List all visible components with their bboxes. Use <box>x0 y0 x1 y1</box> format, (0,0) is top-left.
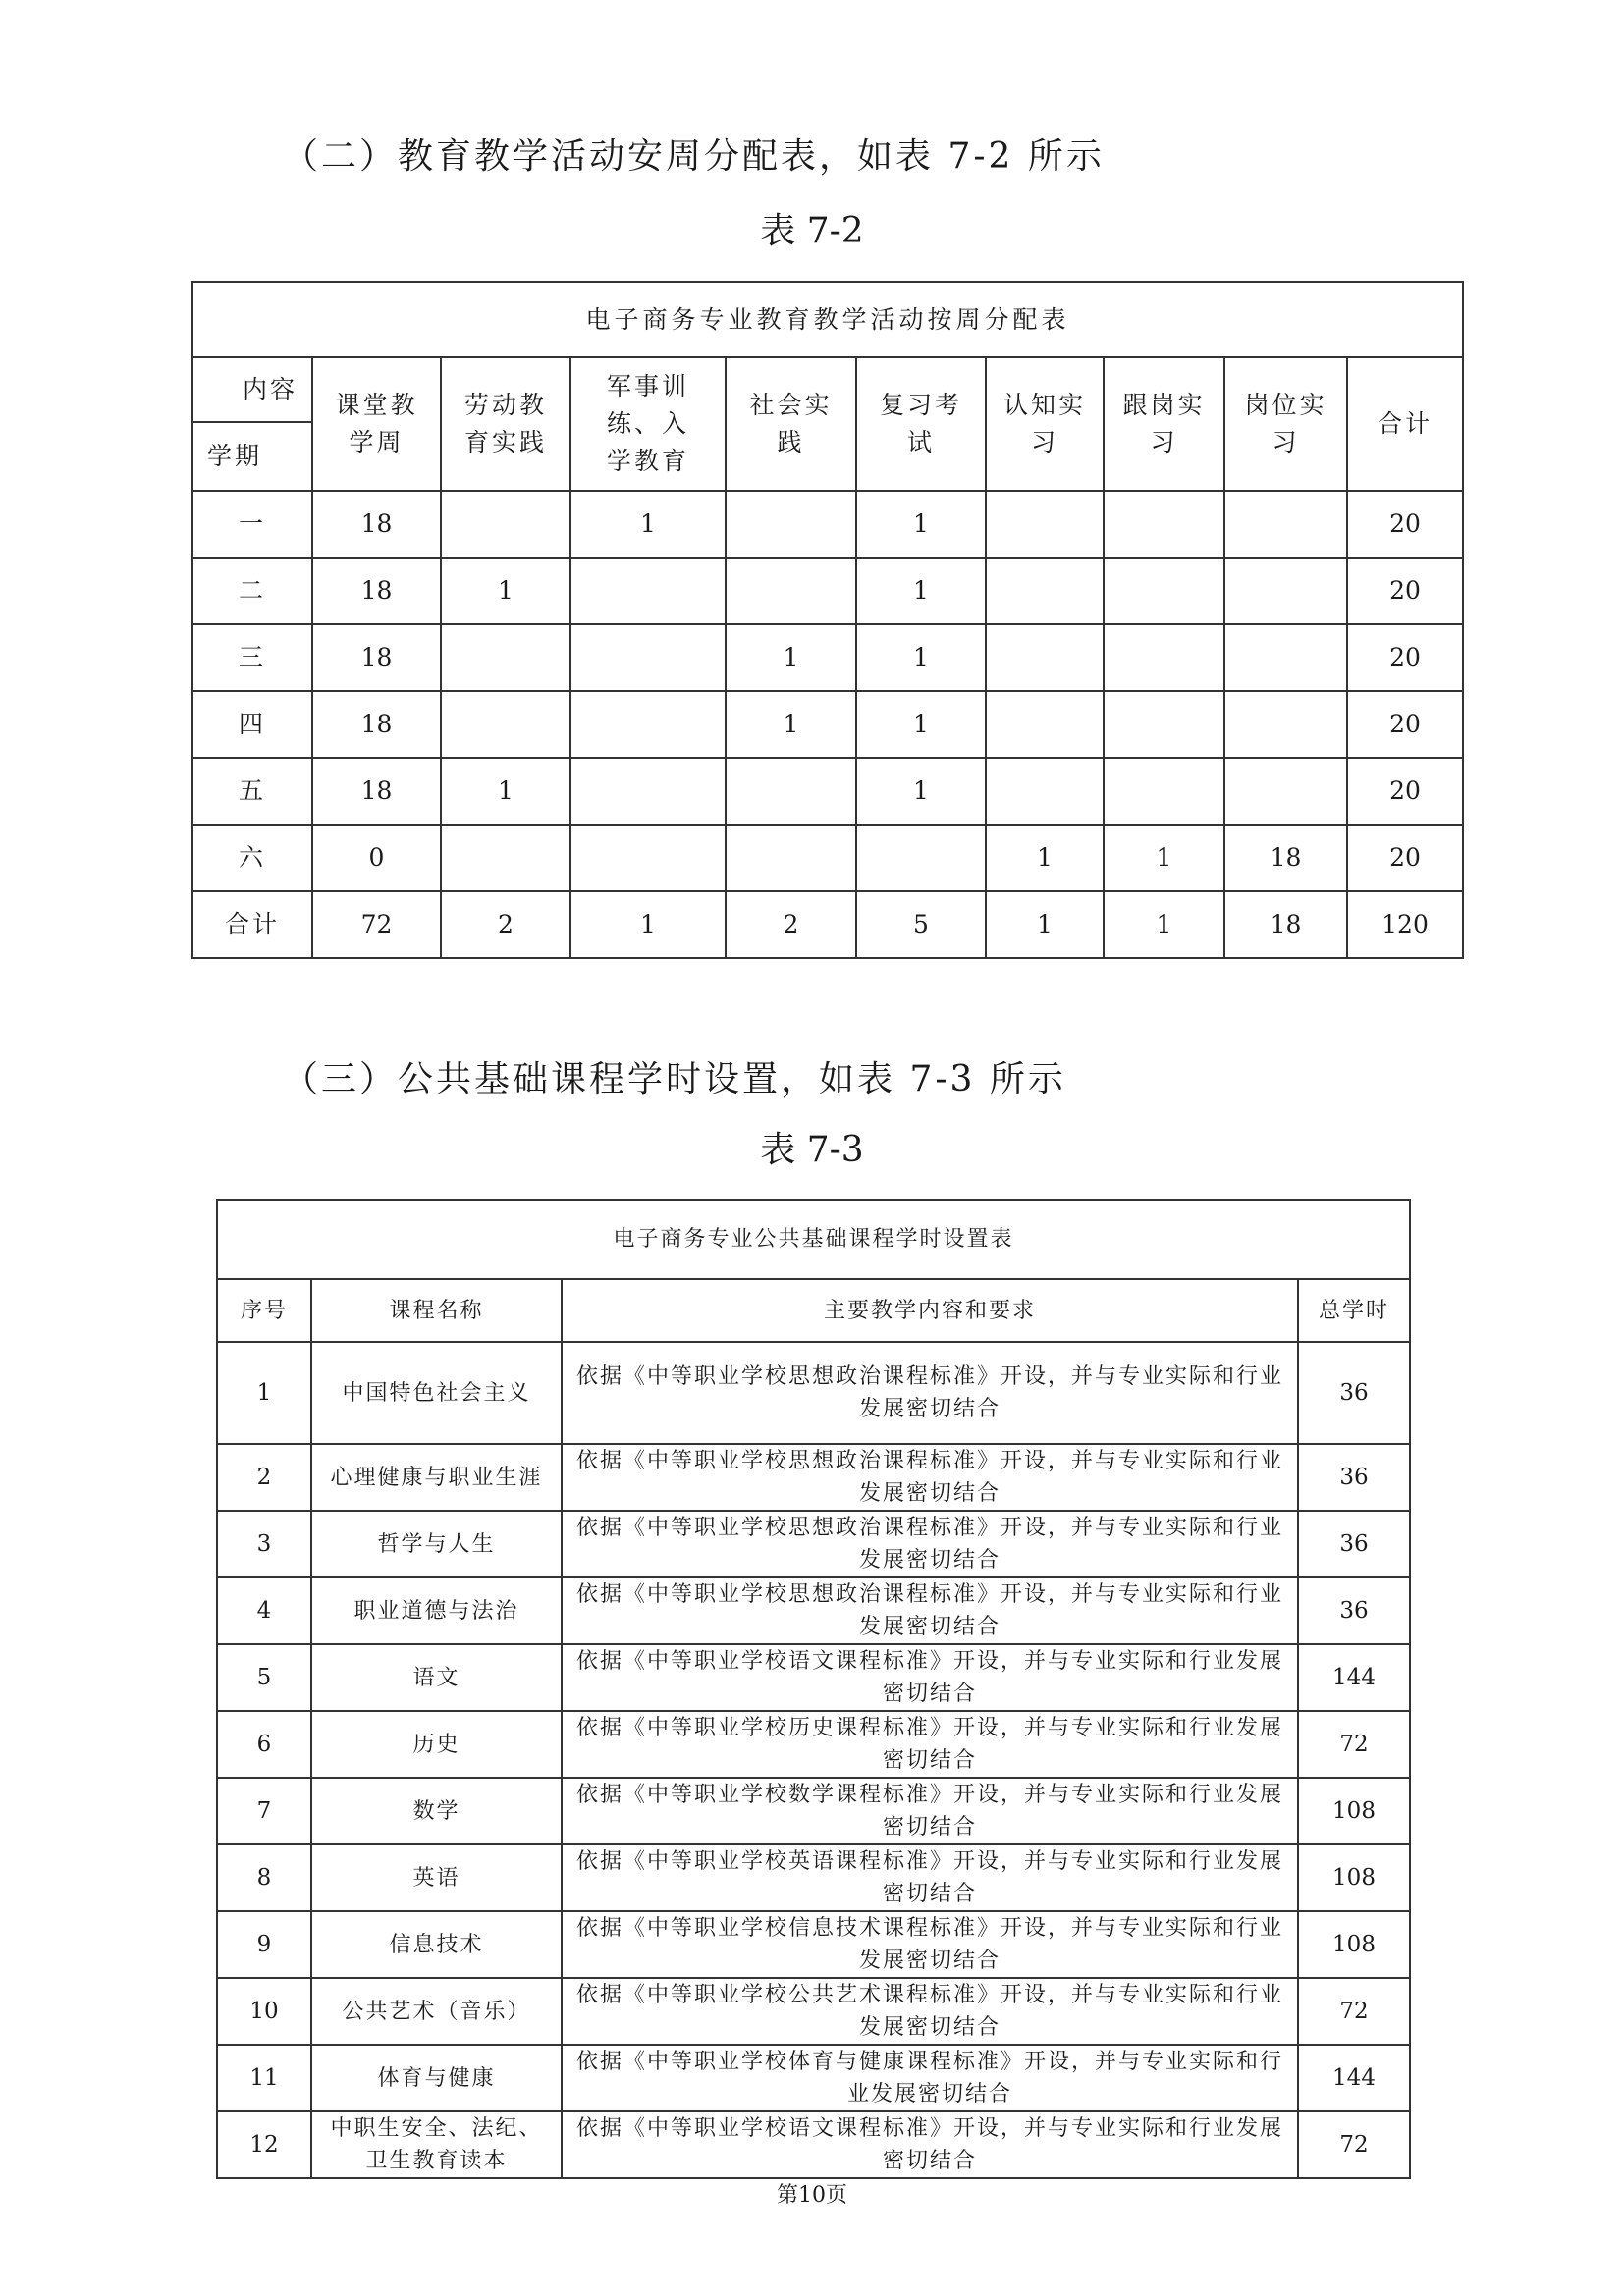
value-cell: 72 <box>312 891 441 958</box>
table-row <box>192 558 1463 624</box>
course-content-cell: 依据《中等职业学校思想政治课程标准》开设，并与专业实际和行业发展密切结合 <box>562 1444 1298 1511</box>
course-name-cell: 体育与健康 <box>311 2045 562 2111</box>
course-name-cell: 公共艺术（音乐） <box>311 1978 562 2045</box>
table-row <box>217 1342 1410 1444</box>
course-content-cell: 依据《中等职业学校公共艺术课程标准》开设，并与专业实际和行业发展密切结合 <box>562 1978 1298 2045</box>
table-title: 电子商务专业公共基础课程学时设置表 <box>217 1200 1410 1279</box>
table-row <box>192 825 1463 891</box>
course-hours-cell: 72 <box>1298 2111 1410 2178</box>
course-hours-cell: 108 <box>1298 1911 1410 1978</box>
course-hours-cell: 144 <box>1298 1644 1410 1711</box>
corner-bottom-label: 学期 <box>207 442 263 470</box>
value-cell <box>1224 691 1347 758</box>
course-content-cell: 依据《中等职业学校语文课程标准》开设，并与专业实际和行业发展密切结合 <box>562 2111 1298 2178</box>
value-cell <box>441 825 570 891</box>
header-row <box>192 357 1463 491</box>
table-row <box>192 891 1463 958</box>
course-name-cell: 信息技术 <box>311 1911 562 1978</box>
table-row <box>217 1577 1410 1644</box>
value-cell <box>441 491 570 558</box>
table-caption-7-3: 表 7-3 <box>760 1130 864 1170</box>
course-hours-cell: 36 <box>1298 1577 1410 1644</box>
course-name-cell: 中国特色社会主义 <box>311 1342 562 1444</box>
table-row <box>192 758 1463 825</box>
course-number-cell: 12 <box>217 2111 311 2178</box>
header-row <box>217 1279 1410 1342</box>
course-number-cell: 6 <box>217 1711 311 1778</box>
value-cell: 18 <box>1224 825 1347 891</box>
column-header-label: 认知实习 <box>1003 391 1087 456</box>
value-cell <box>986 691 1104 758</box>
course-content-cell: 依据《中等职业学校语文课程标准》开设，并与专业实际和行业发展密切结合 <box>562 1644 1298 1711</box>
value-cell: 18 <box>312 624 441 691</box>
value-cell: 1 <box>1104 825 1224 891</box>
value-cell <box>1224 491 1347 558</box>
value-cell <box>1224 624 1347 691</box>
course-hours-cell: 72 <box>1298 1978 1410 2045</box>
value-cell: 1 <box>856 558 986 624</box>
value-cell <box>726 558 856 624</box>
column-header-content: 主要教学内容和要求 <box>562 1279 1298 1342</box>
value-cell <box>726 491 856 558</box>
value-cell: 1 <box>856 758 986 825</box>
column-header <box>726 357 856 491</box>
course-name-cell: 中职生安全、法纪、卫生教育读本 <box>311 2111 562 2178</box>
term-cell: 一 <box>192 491 312 558</box>
course-content-cell: 依据《中等职业学校数学课程标准》开设，并与专业实际和行业发展密切结合 <box>562 1778 1298 1844</box>
course-name-cell: 心理健康与职业生涯 <box>311 1444 562 1511</box>
value-cell <box>986 624 1104 691</box>
value-cell: 1 <box>570 491 726 558</box>
value-cell: 1 <box>986 891 1104 958</box>
value-cell <box>986 491 1104 558</box>
course-name-cell: 历史 <box>311 1711 562 1778</box>
column-header <box>441 357 570 491</box>
section-heading-2: （二）教育教学活动安周分配表，如表 7-2 所示 <box>283 136 1105 177</box>
course-number-cell: 9 <box>217 1911 311 1978</box>
value-cell: 1 <box>726 691 856 758</box>
value-cell: 120 <box>1347 891 1463 958</box>
value-cell: 1 <box>441 758 570 825</box>
column-header-label: 军事训练、入学教育 <box>606 372 689 475</box>
value-cell: 1 <box>856 624 986 691</box>
course-name-cell: 数学 <box>311 1778 562 1844</box>
table-row <box>217 1644 1410 1711</box>
value-cell <box>570 624 726 691</box>
column-header-label: 课堂教学周 <box>335 391 418 456</box>
term-cell: 六 <box>192 825 312 891</box>
term-cell: 五 <box>192 758 312 825</box>
value-cell: 1 <box>856 691 986 758</box>
value-cell <box>856 825 986 891</box>
value-cell: 5 <box>856 891 986 958</box>
course-number-cell: 4 <box>217 1577 311 1644</box>
value-cell: 20 <box>1347 691 1463 758</box>
value-cell <box>1104 491 1224 558</box>
course-number-cell: 8 <box>217 1844 311 1911</box>
value-cell: 18 <box>312 691 441 758</box>
corner-top-label: 内容 <box>193 358 311 423</box>
table-row <box>192 691 1463 758</box>
course-hours-cell: 144 <box>1298 2045 1410 2111</box>
course-name-cell: 职业道德与法治 <box>311 1577 562 1644</box>
value-cell: 1 <box>441 558 570 624</box>
column-header-label: 岗位实习 <box>1244 391 1327 456</box>
column-header <box>1104 357 1224 491</box>
course-content-cell: 依据《中等职业学校英语课程标准》开设，并与专业实际和行业发展密切结合 <box>562 1844 1298 1911</box>
course-name-cell: 哲学与人生 <box>311 1511 562 1577</box>
column-header-label: 社会实践 <box>749 391 833 456</box>
course-hours-cell: 72 <box>1298 1711 1410 1778</box>
course-hours-cell: 36 <box>1298 1511 1410 1577</box>
section-heading-3: （三）公共基础课程学时设置，如表 7-3 所示 <box>283 1059 1066 1099</box>
table-row <box>192 624 1463 691</box>
column-header-label: 跟岗实习 <box>1122 391 1206 456</box>
column-header <box>1224 357 1347 491</box>
value-cell: 1 <box>1104 891 1224 958</box>
value-cell: 20 <box>1347 624 1463 691</box>
course-name-cell: 英语 <box>311 1844 562 1911</box>
column-header <box>986 357 1104 491</box>
page-number: 第10页 <box>777 2183 847 2208</box>
value-cell: 20 <box>1347 758 1463 825</box>
column-header-no: 序号 <box>217 1279 311 1342</box>
value-cell: 18 <box>312 758 441 825</box>
value-cell: 2 <box>726 891 856 958</box>
column-header <box>312 357 441 491</box>
value-cell: 20 <box>1347 491 1463 558</box>
value-cell <box>1224 758 1347 825</box>
term-cell: 四 <box>192 691 312 758</box>
table-row <box>217 1711 1410 1778</box>
table-row <box>217 1911 1410 1978</box>
column-header-label: 合计 <box>1377 409 1433 438</box>
value-cell: 1 <box>570 891 726 958</box>
table-row <box>217 1444 1410 1511</box>
column-header <box>856 357 986 491</box>
term-cell: 合计 <box>192 891 312 958</box>
course-content-cell: 依据《中等职业学校历史课程标准》开设，并与专业实际和行业发展密切结合 <box>562 1711 1298 1778</box>
value-cell <box>570 825 726 891</box>
course-hours-cell: 108 <box>1298 1844 1410 1911</box>
table-row <box>217 1844 1410 1911</box>
course-number-cell: 3 <box>217 1511 311 1577</box>
value-cell <box>570 558 726 624</box>
value-cell: 18 <box>312 491 441 558</box>
term-cell: 二 <box>192 558 312 624</box>
course-content-cell: 依据《中等职业学校思想政治课程标准》开设，并与专业实际和行业发展密切结合 <box>562 1511 1298 1577</box>
value-cell <box>1224 558 1347 624</box>
value-cell <box>726 825 856 891</box>
value-cell: 20 <box>1347 558 1463 624</box>
value-cell <box>1104 624 1224 691</box>
course-number-cell: 11 <box>217 2045 311 2111</box>
course-number-cell: 7 <box>217 1778 311 1844</box>
column-header-label: 劳动教育实践 <box>464 391 548 456</box>
value-cell <box>441 624 570 691</box>
value-cell: 18 <box>312 558 441 624</box>
column-header-hours: 总学时 <box>1298 1279 1410 1342</box>
table-row <box>217 1511 1410 1577</box>
course-hours-cell: 36 <box>1298 1342 1410 1444</box>
course-hours-cell: 36 <box>1298 1444 1410 1511</box>
public-course-hours-table <box>216 1199 1411 2179</box>
course-content-cell: 依据《中等职业学校思想政治课程标准》开设，并与专业实际和行业发展密切结合 <box>562 1577 1298 1644</box>
course-content-cell: 依据《中等职业学校体育与健康课程标准》开设，并与专业实际和行业发展密切结合 <box>562 2045 1298 2111</box>
value-cell <box>1104 558 1224 624</box>
course-content-cell: 依据《中等职业学校思想政治课程标准》开设，并与专业实际和行业发展密切结合 <box>562 1342 1298 1444</box>
value-cell: 1 <box>856 491 986 558</box>
value-cell <box>570 691 726 758</box>
value-cell <box>726 758 856 825</box>
value-cell <box>986 558 1104 624</box>
column-header <box>570 357 726 491</box>
course-name-cell: 语文 <box>311 1644 562 1711</box>
table-row <box>217 2111 1410 2178</box>
course-content-cell: 依据《中等职业学校信息技术课程标准》开设，并与专业实际和行业发展密切结合 <box>562 1911 1298 1978</box>
course-number-cell: 5 <box>217 1644 311 1711</box>
course-number-cell: 2 <box>217 1444 311 1511</box>
value-cell <box>1104 758 1224 825</box>
value-cell: 20 <box>1347 825 1463 891</box>
column-header <box>1347 357 1463 491</box>
column-header-name: 课程名称 <box>311 1279 562 1342</box>
value-cell: 0 <box>312 825 441 891</box>
weekly-allocation-table <box>191 281 1464 959</box>
value-cell <box>570 758 726 825</box>
course-hours-cell: 108 <box>1298 1778 1410 1844</box>
course-number-cell: 10 <box>217 1978 311 2045</box>
corner-header-cell <box>192 357 312 491</box>
table-caption-7-2: 表 7-2 <box>760 211 864 251</box>
table-row <box>217 2045 1410 2111</box>
table-row <box>217 1978 1410 2045</box>
value-cell <box>441 691 570 758</box>
value-cell: 1 <box>726 624 856 691</box>
table-row <box>192 491 1463 558</box>
table-row <box>217 1778 1410 1844</box>
column-header-label: 复习考试 <box>880 391 963 456</box>
value-cell: 18 <box>1224 891 1347 958</box>
table-title: 电子商务专业教育教学活动按周分配表 <box>192 282 1463 357</box>
course-number-cell: 1 <box>217 1342 311 1444</box>
value-cell <box>1104 691 1224 758</box>
term-cell: 三 <box>192 624 312 691</box>
value-cell: 1 <box>986 825 1104 891</box>
value-cell: 2 <box>441 891 570 958</box>
value-cell <box>986 758 1104 825</box>
